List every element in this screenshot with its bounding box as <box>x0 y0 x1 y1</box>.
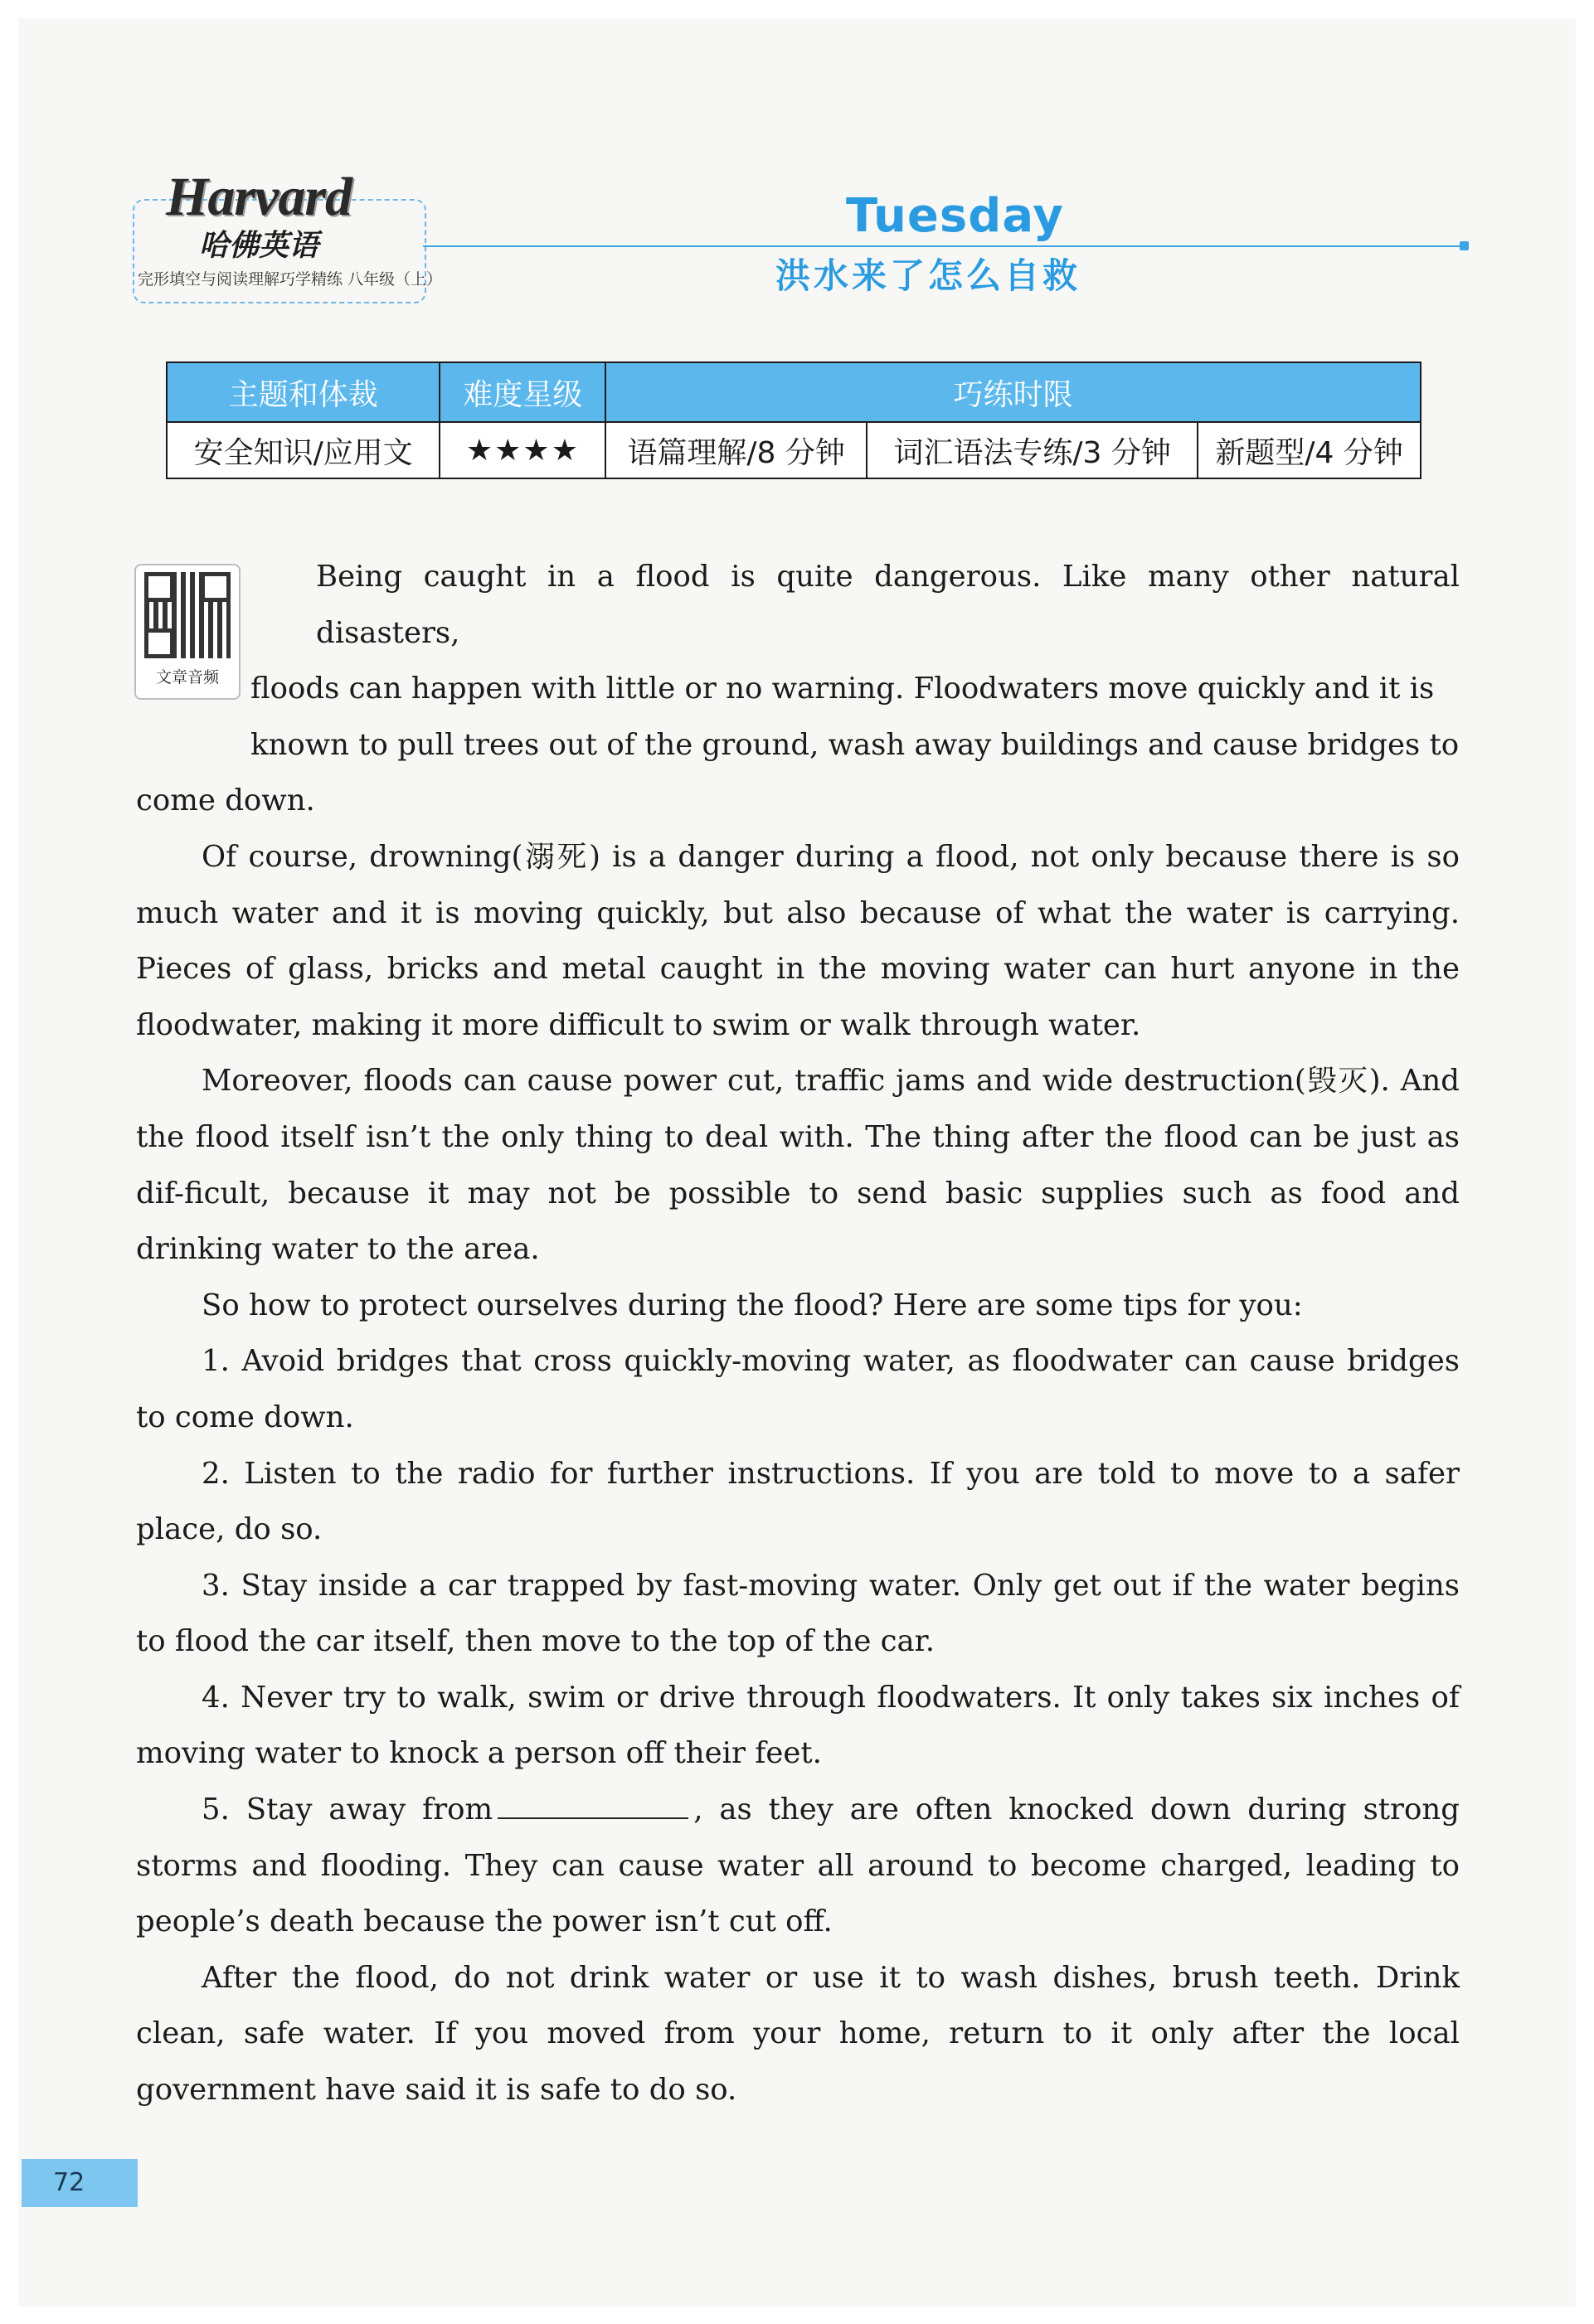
header-time-limit: 巧练时限 <box>605 362 1421 422</box>
brand-description: 完形填空与阅读理解巧学精练 八年级（上） <box>138 270 443 289</box>
info-table <box>166 361 1421 479</box>
tip-3: 3. Stay inside a car trapped by fast-moving water. Only get out if the water begins to flood the car itself, then move to the top of the car. <box>136 1568 1460 1659</box>
cell-time-new-type: 新题型/4 分钟 <box>1198 422 1421 478</box>
topic-title: 洪水来了怎么自救 <box>775 255 1081 296</box>
header-rule <box>423 245 1465 247</box>
paragraph-2: Of course, drowning(溺死) is a danger during a flood, not only because there is so much water and it is moving quickly, but also because of what the water is carrying. Pieces of glass, bricks and metal caught in the moving water can hurt anyone in the floodwater, making it more difficult to swim or walk through water. <box>136 839 1460 1042</box>
brand-subtitle: 哈佛英语 <box>199 229 319 263</box>
brand-title: Harvard <box>166 167 352 227</box>
page-number: 72 <box>22 2159 138 2207</box>
paragraph-4: So how to protect ourselves during the flood? Here are some tips for you: <box>202 1288 1303 1322</box>
info-table-body-row <box>167 422 1421 478</box>
tip-5-end: , as they are often knocked down during strong storms and flooding. They can cause water all around to become charged, leading to people’s death because the power isn’t cut off. <box>136 1793 1460 1939</box>
paragraph-1-line-1: Being caught in a flood is quite dangerous. Like many other natural disasters, <box>316 560 1460 650</box>
paragraph-3: Moreover, floods can cause power cut, traffic jams and wide destruction(毁灭). And the flood itself isn’t the only thing to deal with. The thing after the flood can be just as dif-ficult, because it may not be possible to send basic supplies such as food and drinking water to the area. <box>136 1064 1460 1267</box>
tip-4: 4. Never try to walk, swim or drive through floodwaters. It only takes six inches of moving water to knock a person off their feet. <box>136 1680 1460 1771</box>
article-body <box>136 549 1460 2118</box>
cell-difficulty-stars: ★★★★ <box>440 422 605 478</box>
paragraph-1-line-3: known to pull trees out of the ground, wash away buildings and cause bridges to <box>250 727 1460 762</box>
qr-label: 文章音频 <box>155 668 219 687</box>
tip-5-start: 5. Stay away from <box>202 1793 493 1827</box>
tip-5 <box>136 1782 1460 1950</box>
info-table-header-row <box>167 362 1421 422</box>
paragraph-1 <box>136 549 1460 829</box>
paragraph-1-line-2: floods can happen with little or no warning. Floodwaters move quickly and it is <box>250 672 1435 706</box>
header-difficulty: 难度星级 <box>440 362 605 422</box>
fill-in-blank[interactable] <box>498 1793 688 1819</box>
cell-time-reading: 语篇理解/8 分钟 <box>605 422 867 478</box>
paragraph-last: After the flood, do not drink water or use it to wash dishes, brush teeth. Drink clean, safe water. If you moved from your home, return to it only after the local government have said it is safe to do so. <box>136 1960 1460 2108</box>
header-theme: 主题和体裁 <box>167 362 440 422</box>
day-title: Tuesday <box>846 189 1064 243</box>
tip-2: 2. Listen to the radio for further instructions. If you are told to move to a safer place, do so. <box>136 1456 1460 1547</box>
cell-theme: 安全知识/应用文 <box>167 422 440 478</box>
cell-time-vocab: 词汇语法专练/3 分钟 <box>867 422 1198 478</box>
header-rule-dot <box>1460 241 1469 250</box>
paragraph-1-line-4: come down. <box>136 784 315 818</box>
tip-1: 1. Avoid bridges that cross quickly-moving water, as floodwater can cause bridges to come down. <box>136 1344 1460 1434</box>
